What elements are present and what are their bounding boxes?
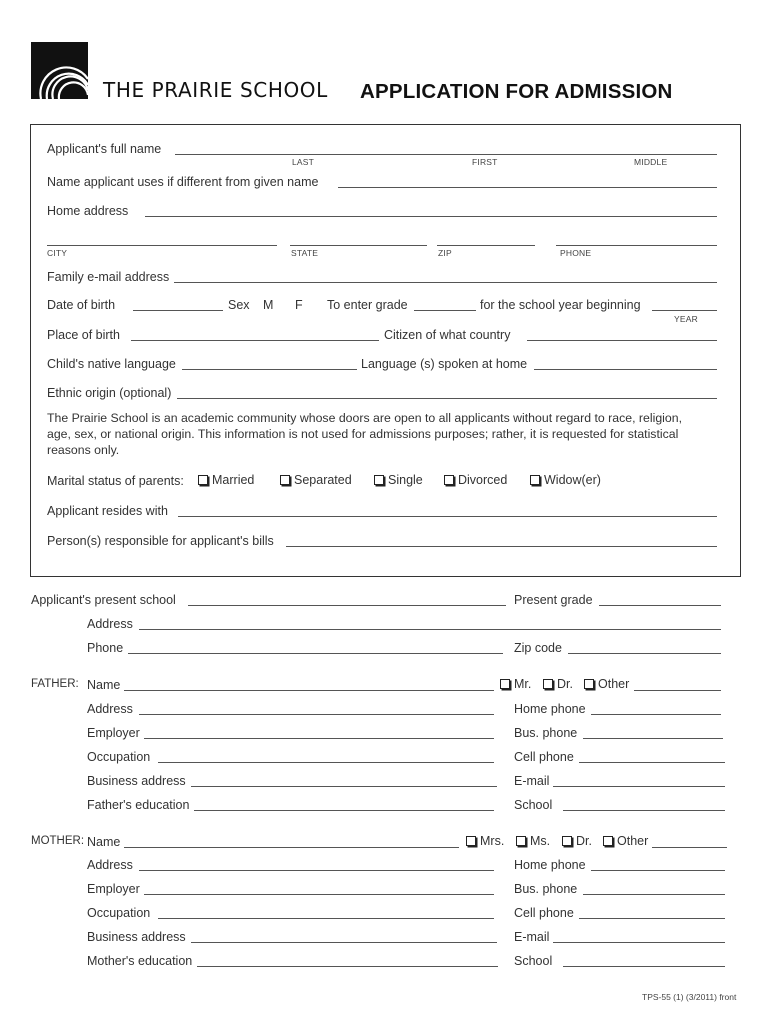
mother-employer-label: Employer <box>87 882 140 896</box>
mother-name-field[interactable] <box>124 847 459 848</box>
mother-title-dr[interactable] <box>562 834 592 848</box>
father-cell-phone-label: Cell phone <box>514 750 574 764</box>
father-cell-phone-field[interactable] <box>579 762 725 763</box>
email-field[interactable] <box>174 282 717 283</box>
grade-field[interactable] <box>414 310 476 311</box>
marital-option-separated[interactable] <box>280 473 352 487</box>
city-caption: CITY <box>47 248 68 258</box>
mother-business-address-field[interactable] <box>191 942 497 943</box>
mother-bus-phone-field[interactable] <box>583 894 725 895</box>
mother-business-address-label: Business address <box>87 930 186 944</box>
school-phone-label: Phone <box>87 641 124 655</box>
home-address-field[interactable] <box>145 216 717 217</box>
mother-address-field[interactable] <box>139 870 494 871</box>
marital-option-widower[interactable] <box>530 473 601 487</box>
marital-option-married[interactable] <box>198 473 254 487</box>
present-school-field[interactable] <box>188 605 506 606</box>
checkbox-icon[interactable] <box>562 836 572 846</box>
mother-cell-phone-label: Cell phone <box>514 906 574 920</box>
father-title-dr[interactable] <box>543 677 573 691</box>
checkbox-icon[interactable] <box>198 475 208 485</box>
present-school-label: Applicant's present school <box>31 593 176 607</box>
checkbox-icon[interactable] <box>374 475 384 485</box>
father-email-label: E-mail <box>514 774 550 788</box>
ethnic-origin-field[interactable] <box>177 398 717 399</box>
marital-option-single[interactable] <box>374 473 423 487</box>
mother-section-label: MOTHER: <box>31 835 85 847</box>
title-option-label: Ms. <box>530 834 551 848</box>
school-logo <box>31 42 88 99</box>
email-label: Family e-mail address <box>47 270 170 284</box>
alt-name-label: Name applicant uses if different from given name <box>47 175 319 189</box>
father-employer-label: Employer <box>87 726 140 740</box>
mother-occupation-label: Occupation <box>87 906 151 920</box>
resides-with-label: Applicant resides with <box>47 504 168 518</box>
title-option-label: Dr. <box>557 677 573 691</box>
zip-caption: ZIP <box>438 248 452 258</box>
mother-education-label: Mother's education <box>87 954 193 968</box>
school-phone-field[interactable] <box>128 653 503 654</box>
father-title-other[interactable] <box>584 677 629 691</box>
place-of-birth-label: Place of birth <box>47 328 120 342</box>
citizen-label: Citizen of what country <box>384 328 511 342</box>
father-home-phone-label: Home phone <box>514 702 586 716</box>
marital-option-label: Single <box>388 473 423 487</box>
mother-home-phone-label: Home phone <box>514 858 586 872</box>
year-begin-label: for the school year beginning <box>480 298 641 312</box>
mother-email-label: E-mail <box>514 930 550 944</box>
father-bus-phone-label: Bus. phone <box>514 726 578 740</box>
citizen-field[interactable] <box>527 340 717 341</box>
checkbox-icon[interactable] <box>543 679 553 689</box>
title-option-label: Dr. <box>576 834 592 848</box>
full-name-field[interactable] <box>175 154 717 155</box>
school-name: THE PRAIRIE SCHOOL <box>103 78 328 102</box>
resides-with-field[interactable] <box>178 516 717 517</box>
mother-address-label: Address <box>87 858 133 872</box>
mother-home-phone-field[interactable] <box>591 870 725 871</box>
father-title-mr[interactable] <box>500 677 531 691</box>
father-occupation-field[interactable] <box>158 762 494 763</box>
father-name-label: Name <box>87 678 121 692</box>
nondiscrimination-statement: The Prairie School is an academic community whose doors are open to all applicants without regard to race, religion, age, sex, or national origin. This information is not used for admissions purposes; rather, it is requested for statistical reasons only. <box>47 411 682 457</box>
father-address-field[interactable] <box>139 714 494 715</box>
checkbox-icon[interactable] <box>280 475 290 485</box>
middle-caption: MIDDLE <box>634 157 668 167</box>
year-field[interactable] <box>652 310 717 311</box>
mother-title-other[interactable] <box>603 834 648 848</box>
mother-name-label: Name <box>87 835 121 849</box>
alt-name-field[interactable] <box>338 187 717 188</box>
full-name-label: Applicant's full name <box>47 142 162 156</box>
father-employer-field[interactable] <box>144 738 494 739</box>
father-occupation-label: Occupation <box>87 750 151 764</box>
father-home-phone-field[interactable] <box>591 714 721 715</box>
checkbox-icon[interactable] <box>516 836 526 846</box>
native-language-label: Child's native language <box>47 357 176 371</box>
mother-employer-field[interactable] <box>144 894 494 895</box>
home-language-field[interactable] <box>534 369 717 370</box>
title-option-label: Other <box>617 834 649 848</box>
mother-school-label: School <box>514 954 553 968</box>
checkbox-icon[interactable] <box>530 475 540 485</box>
school-address-label: Address <box>87 617 133 631</box>
state-caption: STATE <box>291 248 319 258</box>
title-option-label: Other <box>598 677 630 691</box>
bills-field[interactable] <box>286 546 717 547</box>
mother-title-mrs[interactable] <box>466 834 504 848</box>
bills-label: Person(s) responsible for applicant's bills <box>47 534 274 548</box>
checkbox-icon[interactable] <box>603 836 613 846</box>
mother-email-field[interactable] <box>553 942 725 943</box>
mother-cell-phone-field[interactable] <box>579 918 725 919</box>
school-zip-field[interactable] <box>568 653 721 654</box>
title-option-label: Mrs. <box>480 834 505 848</box>
present-grade-field[interactable] <box>599 605 721 606</box>
mother-bus-phone-label: Bus. phone <box>514 882 578 896</box>
father-business-address-label: Business address <box>87 774 186 788</box>
father-school-field[interactable] <box>563 810 725 811</box>
place-of-birth-field[interactable] <box>131 340 379 341</box>
father-email-field[interactable] <box>553 786 725 787</box>
zip-field[interactable] <box>437 245 535 246</box>
first-caption: FIRST <box>472 157 498 167</box>
father-address-label: Address <box>87 702 133 716</box>
marital-status-label: Marital status of parents: <box>47 474 184 488</box>
present-grade-label: Present grade <box>514 593 593 607</box>
father-name-field[interactable] <box>124 690 494 691</box>
father-bus-phone-field[interactable] <box>583 738 723 739</box>
last-caption: LAST <box>292 157 315 167</box>
sex-m-option[interactable]: M <box>263 298 274 312</box>
page-title: APPLICATION FOR ADMISSION <box>360 80 673 103</box>
logo-arch-icon <box>31 42 88 99</box>
sex-label: Sex <box>228 298 250 312</box>
father-other-title-field[interactable] <box>634 690 721 691</box>
grade-label: To enter grade <box>327 298 408 312</box>
city-field[interactable] <box>47 245 277 246</box>
father-business-address-field[interactable] <box>191 786 497 787</box>
sex-f-option[interactable]: F <box>295 298 303 312</box>
marital-option-divorced[interactable] <box>444 473 507 487</box>
mother-title-ms[interactable] <box>516 834 550 848</box>
marital-option-label: Widow(er) <box>544 473 601 487</box>
home-address-label: Home address <box>47 204 129 218</box>
mother-education-field[interactable] <box>197 966 498 967</box>
marital-option-label: Separated <box>294 473 352 487</box>
father-school-label: School <box>514 798 553 812</box>
marital-option-label: Divorced <box>458 473 508 487</box>
title-option-label: Mr. <box>514 677 532 691</box>
phone-field[interactable] <box>556 245 717 246</box>
native-language-field[interactable] <box>182 369 357 370</box>
marital-option-label: Married <box>212 473 255 487</box>
checkbox-icon[interactable] <box>444 475 454 485</box>
checkbox-icon[interactable] <box>584 679 594 689</box>
state-field[interactable] <box>290 245 427 246</box>
school-zip-label: Zip code <box>514 641 562 655</box>
checkbox-icon[interactable] <box>500 679 510 689</box>
checkbox-icon[interactable] <box>466 836 476 846</box>
father-section-label: FATHER: <box>31 678 79 690</box>
year-caption: YEAR <box>674 314 698 324</box>
father-education-label: Father's education <box>87 798 190 812</box>
phone-caption: PHONE <box>560 248 592 258</box>
father-education-field[interactable] <box>194 810 494 811</box>
mother-occupation-field[interactable] <box>158 918 494 919</box>
home-language-label: Language (s) spoken at home <box>361 357 528 371</box>
dob-field[interactable] <box>133 310 223 311</box>
ethnic-origin-label: Ethnic origin (optional) <box>47 386 172 400</box>
form-id: TPS-55 (1) (3/2011) front <box>642 992 737 1002</box>
school-address-field[interactable] <box>139 629 721 630</box>
mother-school-field[interactable] <box>563 966 725 967</box>
mother-other-title-field[interactable] <box>652 847 727 848</box>
dob-label: Date of birth <box>47 298 116 312</box>
